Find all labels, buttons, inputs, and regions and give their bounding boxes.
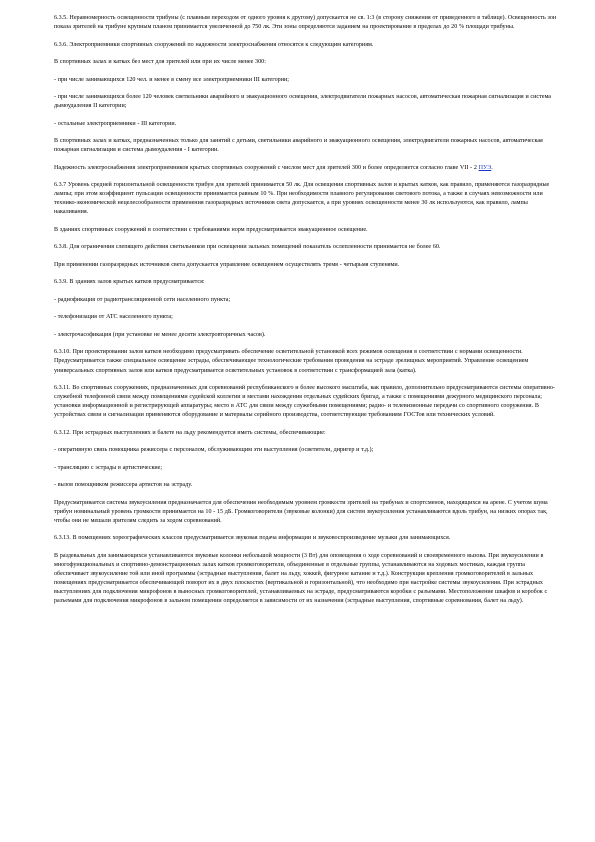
paragraph-6-3-9: 6.3.9. В зданиях залов крытых катков предусматривается: [54, 279, 205, 286]
paragraph-reliability-text: Надежность электроснабжения электроприемников крытых спортивных сооружений с числом мест для зрителей 300 и более определяется согласно главе VII - 2 [54, 164, 479, 171]
list-item-clocks: - электрочасофикация (при установке не менее десяти электровторичных часов). [54, 331, 266, 338]
paragraph-sound-reinforcement: Предусматривается система звукоусиления предназначается для обеспечения необходимым уровнем громкости зрителей на трибунах и спортсменов, находящихся на арене. С учетом шума трибун номинальный уровень громкости принимается на 10 - 15 дБ. Громкоговорители (звуковые колонки) для систем звукоусиления устанавливаются вдоль трибун, на низких опорах так, чтобы они не мешали зрителям следить за ходом соревнований. [54, 499, 548, 524]
paragraph-locker-rooms: В раздевальных для занимающихся устанавливаются звуковые колонки небольшой мощности (3 Вт) для оповещения о ходе соревнований и своевременного вызова. При звукоусилении в многофункциональных и спортивно-демонстрационных залах катков громкоговорители, объединенные в отдельные группы, устанавливаются на ходовых мостиках, каждая группа обеспечивает звукоусиление той или иной программы (эстрадные выступления, балет на льду, хоккей, фигурное катание и т.д.). Конструкция крепления громкоговорителей в зальных помещениях предусматривается обеспечивающей поворот их в двух плоскостях (вертикальной и горизонтальной), что необходимо при настройке системы звукоусиления. При эстрадных выступлениях для подключения микрофонов в выносных громкоговорителей, устанавливаемых на эстраде, предусматриваются коробки с разъемами. Местоположение шкафов и коробок с разъемами для подключения микрофонов в зальном помещении определяется в зависимости от их назначения (эстрадные выступления, спортивные соревнования, балет на льду). [54, 552, 548, 605]
pue-link[interactable]: ПУЭ [478, 164, 492, 171]
paragraph-6-3-13: 6.3.13. В помещениях хореографических классов предусматривается звуковая подача информации и звуковоспроизведение музыки для занимающихся. [54, 535, 451, 542]
paragraph-6-3-8: 6.3.8. Для ограничения слепящего действия светильников при освещении зальных помещений показатель ослепленности принимается не более 60. [54, 244, 441, 251]
paragraph-6-3-10: 6.3.10. При проектировании залов катков необходимо предусматривать обеспечение осветительной установкой всех режимов освещения в соответствии с нормами освещенности. Предусматривается также специальное освещение эстрады, обеспечивающее технологические требования проведения на эстраде зрелищных мероприятий. Управление освещением универсальных спортивных залов или катков предусматривается осветительных установок в соответствии с трансформацией зала (катка). [54, 349, 529, 374]
list-item-category-ii: - при числе занимающихся более 120 человек светильники аварийного и эвакуационного освещения, электродвигатели пожарных насосов, автоматическая пожарная сигнализация и система дымоудаления II категории; [54, 94, 551, 110]
paragraph-6-3-5: 6.3.5. Неравномерность освещенности трибуны (с плавным переходом от одного уровня к другому) допускается не св. 1:3 (в сторону снижения от приведенного в таблице). Освещенность зон показа зрителей на трибуне крупным планом принимается увеличенной до 750 лк. Эти зоны определяются заданием на проектирование в пределах до 20 % площади трибуны. [54, 15, 557, 31]
paragraph-children-halls: В спортивных залах и катках, предназначенных только для занятий с детьми, светильники аварийного и эвакуационного освещения, электродвигатели пожарных насосов, автоматическая пожарная сигнализация и система дымоудаления - I категории. [54, 138, 543, 154]
paragraph-6-3-6: 6.3.6. Электроприемники спортивных сооружений по надежности электроснабжения относятся к следующим категориям. [54, 41, 374, 48]
list-item-radio: - радиофикация от радиотрансляционной сети населенного пункта; [54, 296, 231, 303]
list-item-category-iii: - при числе занимающихся 120 чел. и менее в смену все электроприемники III категории; [54, 76, 289, 83]
paragraph-6-3-11: 6.3.11. Во спортивных сооружениях, предназначенных для соревнований республиканского и более высокого масштаба, как правило, дополнительно предусматриваются системы оперативно-служебной телефонной связи между помещениями судейской коллегии и местами нахождения отдельных судейских бригад, а также с помещениями дежурного медицинского персонала; установки информационной и регистрирующей аппаратуры; место в АТС для связи между служебными помещениями; радио- и телевизионные передачи со спортивного сооружения. В устройствах связи и сигнализации применяются оборудование и материалы серийного производства, соответствующие требованиям ГОСТов или технических условий. [54, 384, 555, 419]
list-item-other-category-iii: - остальные электроприемники - III категории. [54, 120, 177, 127]
paragraph-gas-discharge-control: При применении газоразрядных источников света допускается управление освещением осуществлять тремя - четырьмя ступенями. [54, 261, 400, 268]
paragraph-evacuation-lighting: В зданиях спортивных сооружений в соответствии с требованиями норм предусматривается эвакуационное освещение. [54, 226, 368, 233]
paragraph-halls-under-300: В спортивных залах и катках без мест для зрителей или при их числе менее 300: [54, 59, 266, 66]
paragraph-reliability-end: . [491, 164, 493, 171]
list-item-stage-broadcast: - трансляцию с эстрады в артистические; [54, 464, 163, 471]
list-item-telephone: - телефонизация от АТС населенного пункта; [54, 314, 173, 321]
list-item-director-link: - оперативную связь помощника режиссера с персоналом, обслуживающим эти выступления (осветители, диригер и т.д.); [54, 447, 374, 454]
list-item-artist-call: - вызов помощником режиссера артистов на эстраду. [54, 482, 193, 489]
paragraph-6-3-7: 6.3.7 Уровень средней горизонтальной освещенности трибун для зрителей принимается 50 лк. Для освещения спортивных залов и крытых катков, как правило, применяются газоразрядные лампы; при этом коэффициент пульсации освещенности принимается равным 10 %. При необходимости плавного регулирования светового потока, а также в случаях невозможности или технико-экономической нецелесообразности применения газоразрядных источников света допускается, а при уровнях освещенности менее 30 лк используются, как правило, лампы накаливания. [54, 182, 550, 216]
paragraph-6-3-12: 6.3.12. При эстрадных выступлениях и балете на льду рекомендуется иметь системы, обеспечивающие: [54, 429, 326, 436]
paragraph-reliability-pue [54, 164, 561, 173]
